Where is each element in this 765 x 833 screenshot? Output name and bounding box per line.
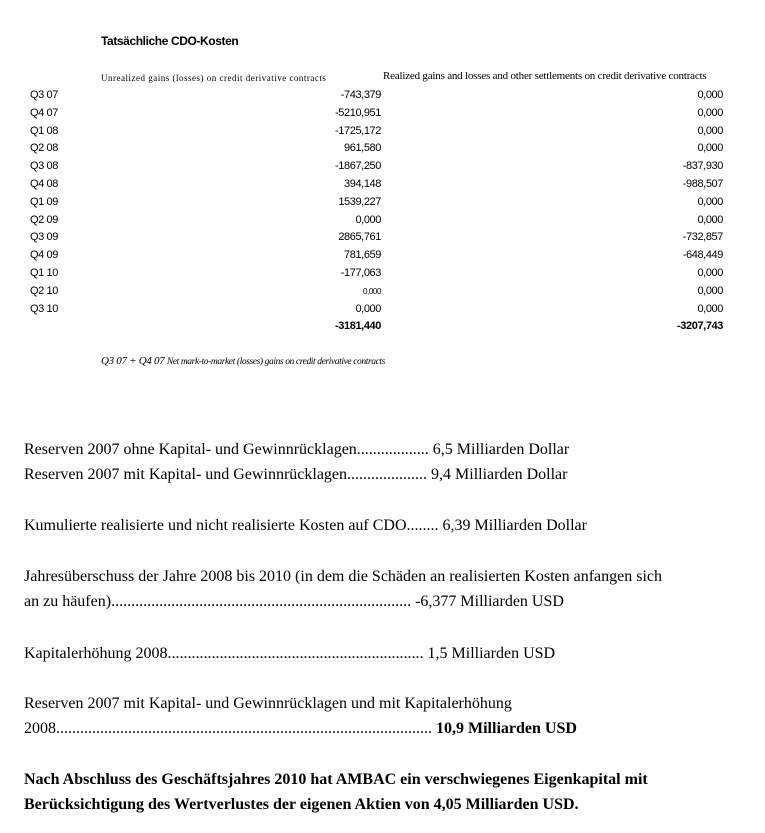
table-footnote (101, 355, 385, 367)
total-label-cell (30, 318, 330, 336)
realized-cell: 0,000 (697, 266, 723, 279)
capital-increase-line: Kapitalerhöhung 2008................................................................ 1,5 Milliarden USD (24, 645, 556, 662)
realized-cell: 0,000 (697, 195, 723, 208)
realized-cell: -732,857 (682, 231, 723, 244)
unrealized-cell: 0,000 (355, 302, 381, 315)
footnote-prefix: Q3 07 + Q4 07 (101, 355, 165, 367)
table-row (30, 283, 723, 301)
quarter-cell: Q3 09 (30, 231, 58, 244)
unrealized-cell: -177,063 (340, 266, 381, 279)
table-row (30, 158, 723, 176)
realized-cell: 0,000 (697, 89, 723, 101)
cdo-cost-line: Kumulierte realisierte und nicht realisierte Kosten auf CDO........ 6,39 Milliarden Dollar (24, 517, 587, 534)
unrealized-cell: 394,148 (344, 177, 381, 190)
reserves-without-line: Reserven 2007 ohne Kapital- und Gewinnrücklagen.................. 6,5 Milliarden Dollar (24, 441, 570, 458)
realized-cell: 0,000 (697, 213, 723, 226)
realized-cell: -837,930 (682, 160, 723, 173)
quarter-cell: Q2 10 (30, 284, 58, 297)
realized-cell: 0,000 (697, 142, 723, 155)
reserves-with-line: Reserven 2007 mit Kapital- und Gewinnrücklagen.................... 9,4 Milliarden Dollar (24, 466, 568, 483)
quarter-cell: Q3 07 (30, 89, 58, 101)
unrealized-cell: 961,580 (344, 142, 381, 155)
quarter-cell: Q1 10 (30, 266, 58, 279)
unrealized-cell: 0,000 (355, 213, 381, 226)
realized-column-header: Realized gains and losses and other settlements on credit derivative contracts (383, 70, 707, 82)
unrealized-cell: -743,379 (340, 89, 381, 101)
table-row (30, 123, 723, 141)
total-unrealized-cell: -3181,440 (335, 320, 381, 333)
quarter-cell: Q4 07 (30, 106, 58, 119)
footnote-text: Net mark-to-market (losses) gains on credit derivative contracts (166, 357, 385, 367)
reserves-total-line-1: Reserven 2007 mit Kapital- und Gewinnrücklagen und mit Kapitalerhöhung (24, 695, 512, 712)
table-row (30, 194, 723, 212)
realized-cell: 0,000 (697, 302, 723, 315)
quarter-cell: Q1 09 (30, 195, 58, 208)
realized-cell: 0,000 (697, 106, 723, 119)
quarter-cell: Q2 09 (30, 213, 58, 226)
net-income-line-1: Jahresüberschuss der Jahre 2008 bis 2010 (in dem die Schäden an realisierten Kosten anfangen sich (24, 568, 663, 585)
table-row (30, 301, 723, 319)
total-realized-cell: -3207,743 (677, 320, 723, 333)
table-row (30, 87, 723, 105)
reserves-total-prefix: 2008.............................................................................................. (24, 720, 432, 737)
realized-cell: 0,000 (697, 124, 723, 137)
cdo-cost-table (30, 87, 723, 336)
net-income-line-2: an zu häufen)........................................................................... -6,377 Milliarden USD (24, 593, 564, 610)
unrealized-cell: -1725,172 (335, 124, 381, 137)
reserves-total-value: 10,9 Milliarden USD (432, 720, 577, 737)
unrealized-cell: -1867,250 (335, 160, 381, 173)
table-row (30, 176, 723, 194)
quarter-cell: Q3 08 (30, 160, 58, 173)
total-row (30, 318, 723, 336)
table-row (30, 212, 723, 230)
unrealized-cell: -5210,951 (335, 106, 381, 119)
table-row (30, 229, 723, 247)
table-row (30, 265, 723, 283)
reserves-total-line-2 (24, 717, 577, 741)
quarter-cell: Q1 08 (30, 124, 58, 137)
quarter-cell: Q4 08 (30, 177, 58, 190)
table-title: Tatsächliche CDO-Kosten (101, 34, 239, 48)
quarter-cell: Q2 08 (30, 142, 58, 155)
unrealized-cell: 781,659 (344, 249, 381, 262)
unrealized-cell: 1539,227 (338, 195, 381, 208)
quarter-cell: Q4 09 (30, 249, 58, 262)
table-row (30, 247, 723, 265)
conclusion-line-1: Nach Abschluss des Geschäftsjahres 2010 hat AMBAC ein verschwiegenes Eigenkapital mit (24, 771, 648, 788)
unrealized-cell: 2865,761 (338, 231, 381, 244)
realized-cell: 0,000 (697, 284, 723, 297)
unrealized-column-header: Unrealized gains (losses) on credit derivative contracts (101, 73, 327, 83)
realized-cell: -988,507 (682, 177, 723, 190)
table-row (30, 105, 723, 123)
realized-cell: -648,449 (682, 249, 723, 262)
unrealized-cell: 0,000 (362, 286, 381, 296)
table-row (30, 140, 723, 158)
quarter-cell: Q3 10 (30, 302, 58, 315)
conclusion-line-2: Berücksichtigung des Wertverlustes der eigenen Aktien von 4,05 Milliarden USD. (24, 796, 579, 813)
